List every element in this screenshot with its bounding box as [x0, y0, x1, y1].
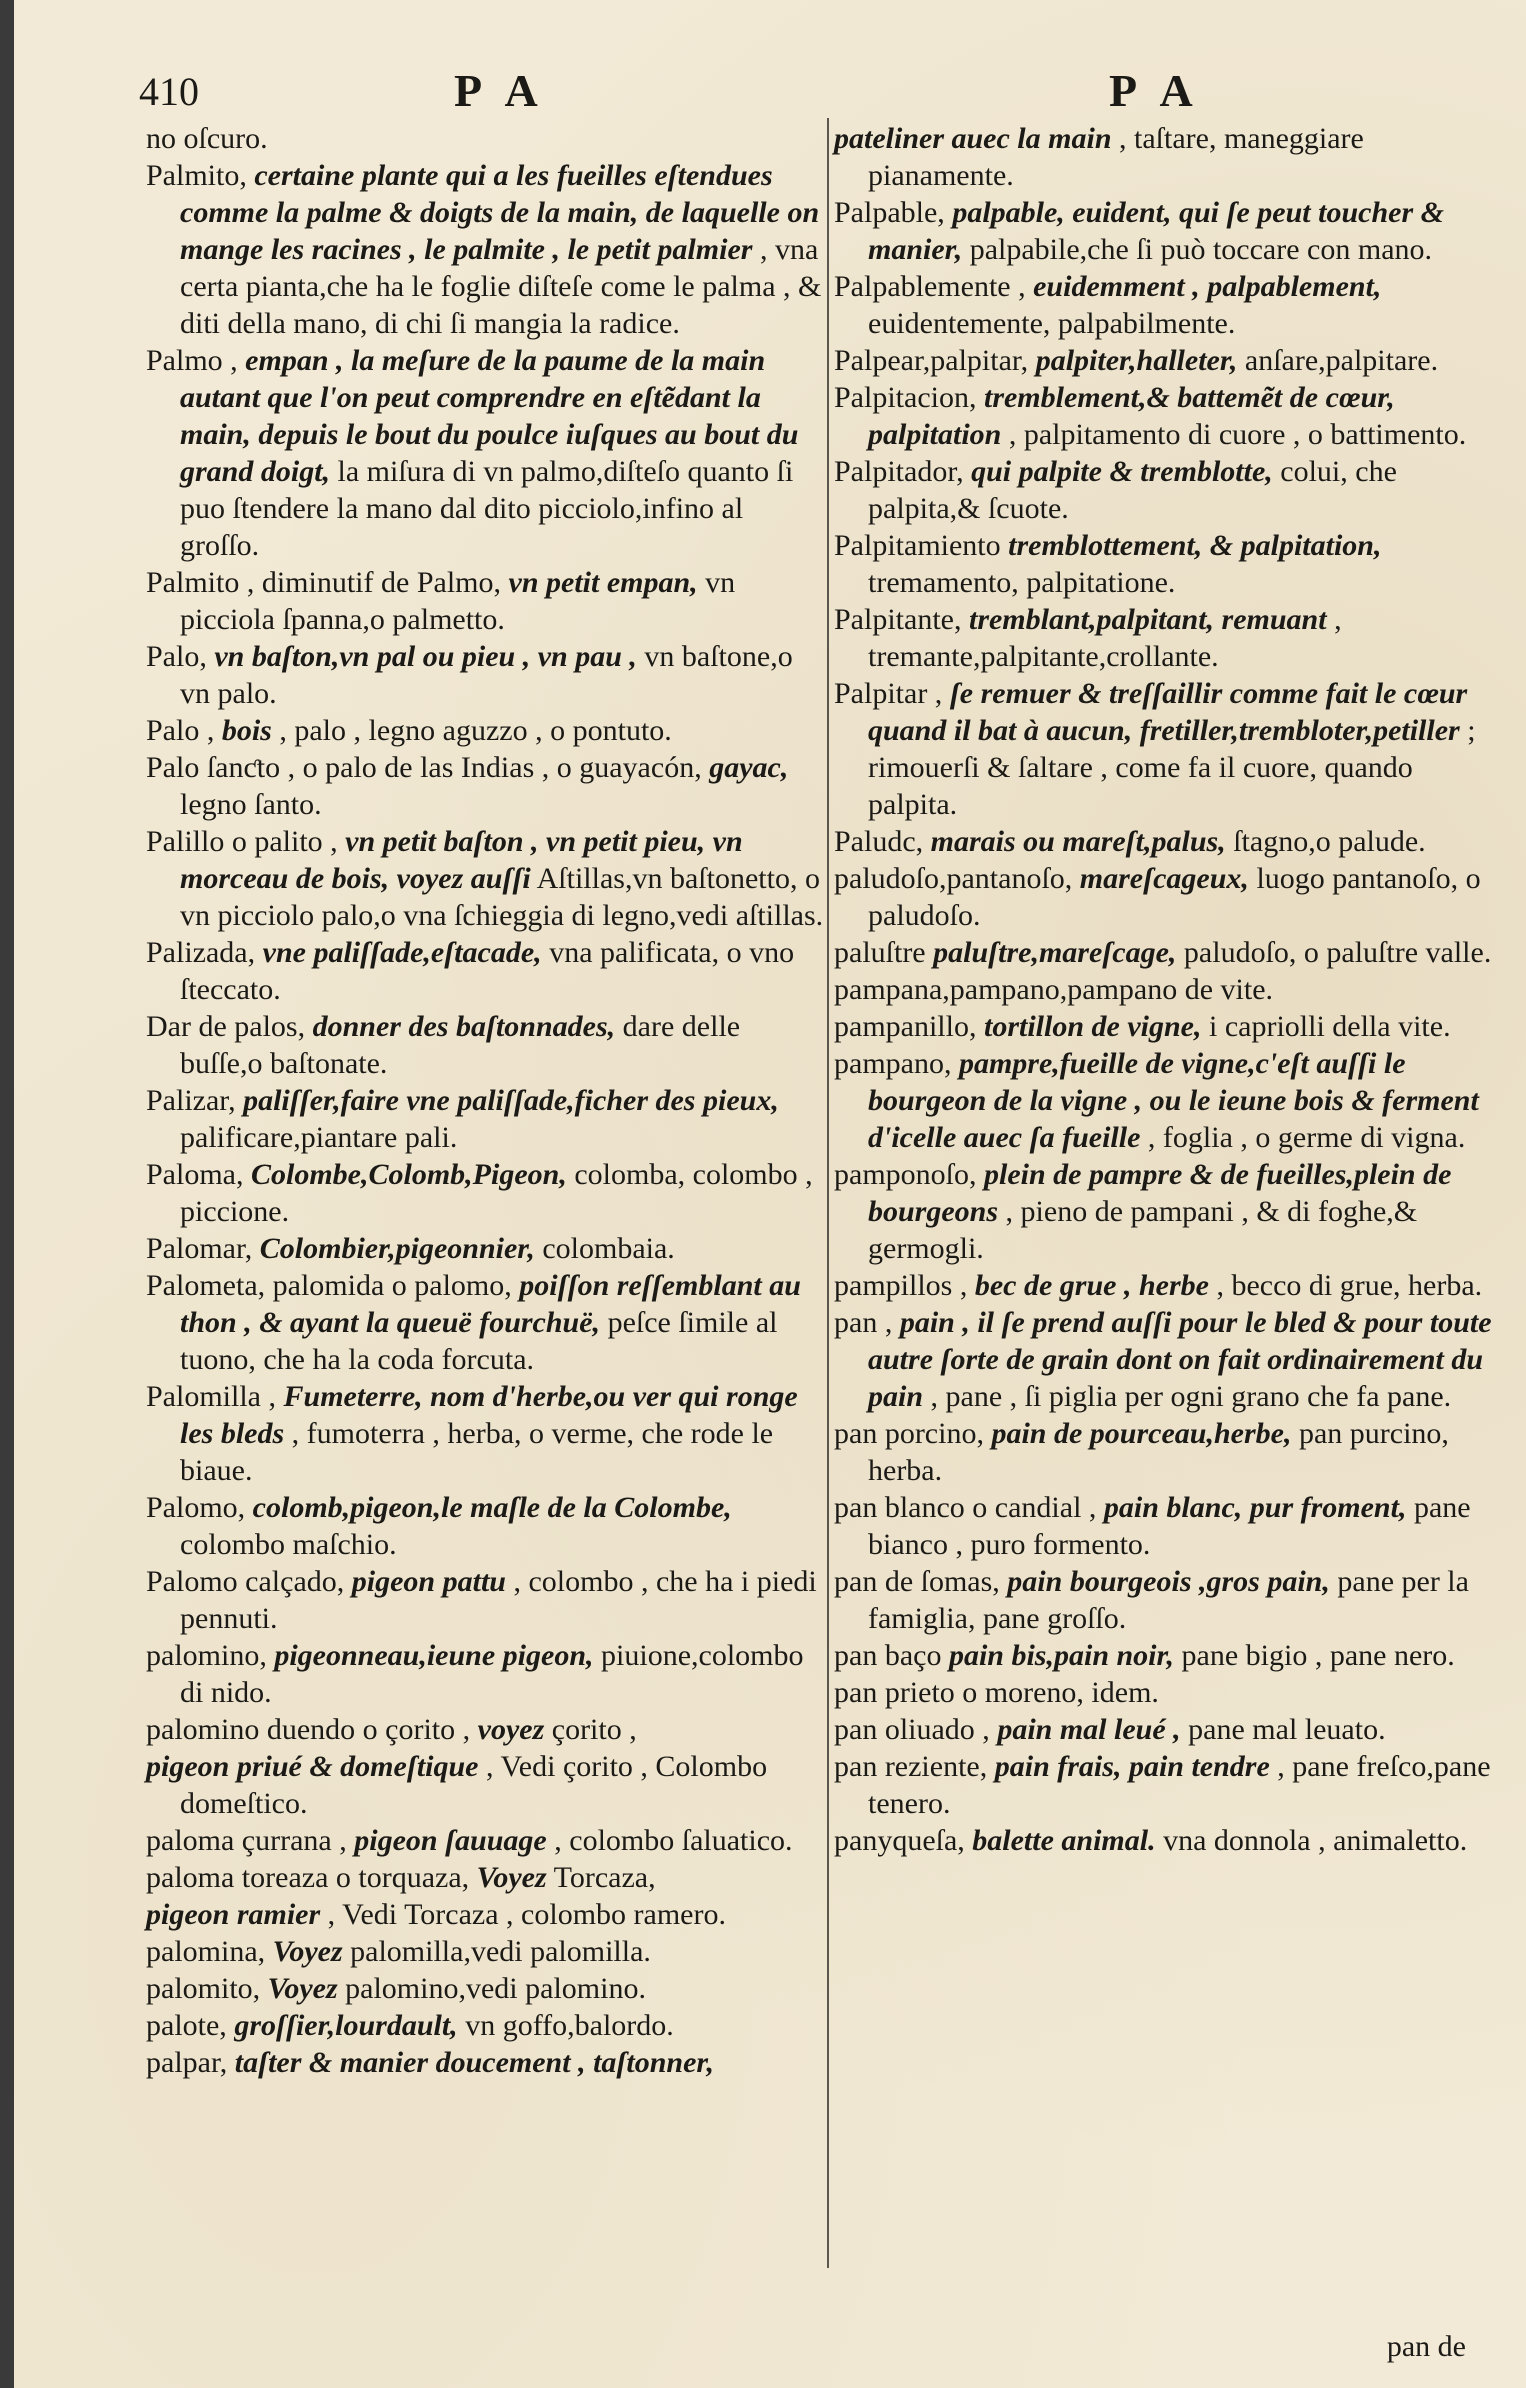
entry-french: tortillon de vigne,: [983, 1010, 1202, 1043]
entry-headword: palomina,: [146, 1935, 266, 1968]
entry-italian: Torcaza,: [553, 1861, 656, 1894]
dictionary-entry: [834, 1304, 1494, 1415]
entry-french: qui palpite & tremblotte,: [971, 455, 1273, 488]
entry-italian: paludoſo, o paluſtre valle.: [1183, 936, 1492, 969]
entry-italian: colui, che palpita,& ſcuote.: [868, 455, 1397, 525]
dictionary-entry: [146, 1896, 826, 1933]
entry-italian: pane mal leuato.: [1188, 1713, 1386, 1746]
entry-french: pateliner auec la main: [834, 122, 1112, 155]
entry-italian: euidentemente, palpabilmente.: [868, 307, 1236, 340]
dictionary-entry: [834, 1045, 1494, 1156]
entry-headword: Palillo o palito ,: [146, 825, 338, 858]
entry-italian: pan purcino, herba.: [868, 1417, 1449, 1487]
entry-french: bec de grue , herbe: [974, 1269, 1209, 1302]
entry-italian: vn baſtone,o vn palo.: [180, 640, 793, 710]
entry-italian: palomilla,vedi palomilla.: [350, 1935, 651, 1968]
dictionary-entry: [834, 268, 1494, 342]
entry-italian: vn goffo,balordo.: [465, 2009, 674, 2042]
entry-headword: pampano,: [834, 1047, 952, 1080]
entry-french: Voyez: [267, 1972, 338, 2005]
entry-headword: Dar de palos,: [146, 1010, 306, 1043]
entry-french: pain blanc, pur froment,: [1103, 1491, 1407, 1524]
dictionary-entry: [146, 1563, 826, 1637]
entry-french: pigeon priué & domeſtique: [146, 1750, 479, 1783]
entry-headword: paloma toreaza o torquaza,: [146, 1861, 470, 1894]
entry-italian: colombaia.: [542, 1232, 675, 1265]
entry-headword: Palpear,palpitar,: [834, 344, 1029, 377]
entry-french: vn baſton,vn pal ou pieu , vn pau ,: [214, 640, 637, 673]
entry-french: pigeon ſauuage: [354, 1824, 547, 1857]
entry-headword: pan prieto o moreno, idem.: [834, 1676, 1159, 1709]
page-number: 410: [139, 69, 199, 114]
entry-headword: Palo ſanƈto , o palo de las Indias , o guayacón,: [146, 751, 702, 784]
entry-headword: pan reziente,: [834, 1750, 988, 1783]
dictionary-entry: [146, 1748, 826, 1822]
entry-italian: , palpitamento di cuore , o battimento.: [1008, 418, 1467, 451]
entry-italian: , palo , legno aguzzo , o pontuto.: [279, 714, 672, 747]
entry-french: vne paliſſade,eſtacade,: [262, 936, 542, 969]
entry-headword: pan blanco o candial ,: [834, 1491, 1097, 1524]
entry-italian: , colombo ſaluatico.: [554, 1824, 793, 1857]
dictionary-entry: [146, 1933, 826, 1970]
entry-italian: colombo maſchio.: [180, 1528, 397, 1561]
entry-italian: anſare,palpitare.: [1244, 344, 1439, 377]
entry-headword: pan baço: [834, 1639, 942, 1672]
entry-headword: Palomo,: [146, 1491, 246, 1524]
entry-french: Voyez: [476, 1861, 547, 1894]
dictionary-entry: [834, 823, 1494, 860]
entry-french: palpiter,halleter,: [1035, 344, 1238, 377]
entry-french: pain de pourceau,herbe,: [991, 1417, 1292, 1450]
running-head-left: P A: [454, 65, 546, 116]
entry-french: voyez: [477, 1713, 545, 1746]
entry-french: certaine plante qui a les fueilles eſtendues comme la palme & doigts de la main, de laquelle on mange les racines , le palmite , le petit palmier: [180, 159, 820, 266]
dictionary-entry: [146, 2044, 826, 2081]
entry-headword: pan porcino,: [834, 1417, 984, 1450]
entry-italian: vna palificata, o vno ſteccato.: [180, 936, 795, 1006]
entry-headword: Palomar,: [146, 1232, 253, 1265]
dictionary-entry: [146, 1489, 826, 1563]
entry-headword: Palmo ,: [146, 344, 238, 377]
entry-french: Voyez: [272, 1935, 343, 1968]
entry-italian: , pieno de pampani , & di foghe,& germogli.: [868, 1195, 1418, 1265]
entry-french: empan , la meſure de la paume de la main autant que l'on peut comprendre en eſtẽdant la main, depuis le bout du poulce iuſques au bout du grand doigt,: [180, 344, 799, 488]
entry-italian: la miſura di vn palmo,diſteſo quanto ſi puo ſtendere la mano dal dito picciolo,infino al groſſo.: [180, 455, 794, 562]
entry-french: tremblant,palpitant, remuant: [968, 603, 1327, 636]
dictionary-entry: [834, 1637, 1494, 1674]
dictionary-entry: [834, 527, 1494, 601]
entry-french: marais ou mareſt,palus,: [930, 825, 1226, 858]
entry-italian: ; rimouerſi & ſaltare , come fa il cuore, quando palpita.: [868, 714, 1476, 821]
entry-headword: pan ,: [834, 1306, 893, 1339]
entry-french: pain frais, pain tendre: [994, 1750, 1270, 1783]
entry-french: Colombe,Colomb,Pigeon,: [251, 1158, 567, 1191]
entry-italian: pane bianco , puro formento.: [868, 1491, 1471, 1561]
entry-headword: palomito,: [146, 1972, 261, 2005]
dictionary-entry: [834, 1822, 1494, 1859]
dictionary-page: [14, 0, 1526, 2388]
dictionary-entry: [146, 1082, 826, 1156]
entry-french: pain bourgeois ,gros pain,: [1007, 1565, 1330, 1598]
entry-italian: piuione,colombo di nido.: [180, 1639, 804, 1709]
entry-italian: palificare,piantare pali.: [180, 1121, 458, 1154]
entry-italian: , Vedi Torcaza , colombo ramero.: [327, 1898, 726, 1931]
entry-italian: palpabile,che ſi può toccare con mano.: [969, 233, 1433, 266]
entry-headword: Paloma,: [146, 1158, 244, 1191]
entry-headword: Palpitamiento: [834, 529, 1001, 562]
entry-headword: palpar,: [146, 2046, 228, 2079]
entry-headword: Paludc,: [834, 825, 924, 858]
entry-french: bois: [221, 714, 272, 747]
entry-italian: vn picciola ſpanna,o palmetto.: [180, 566, 736, 636]
entry-italian: , becco di grue, herba.: [1216, 1269, 1483, 1302]
dictionary-entry: [834, 1008, 1494, 1045]
entry-headword: paludoſo,pantanoſo,: [834, 862, 1073, 895]
entry-headword: palomino duendo o çorito ,: [146, 1713, 471, 1746]
dictionary-entry: [146, 157, 826, 342]
dictionary-entry: [834, 342, 1494, 379]
entry-french: pain , il ſe prend auſſi pour le bled & pour toute autre ſorte de grain dont on fait ordinairement du pain: [868, 1306, 1492, 1413]
entry-headword: pampanillo,: [834, 1010, 977, 1043]
entry-headword: panyqueſa,: [834, 1824, 965, 1857]
dictionary-entry: [834, 1674, 1494, 1711]
entry-french: pigeon pattu: [351, 1565, 506, 1598]
entry-french: gayac,: [709, 751, 789, 784]
entry-headword: Palomo calçado,: [146, 1565, 345, 1598]
entry-french: pigeonneau,ieune pigeon,: [274, 1639, 594, 1672]
entry-headword: pamponoſo,: [834, 1158, 977, 1191]
dictionary-entry: [834, 194, 1494, 268]
entry-headword: palote,: [146, 2009, 227, 2042]
entry-french: mareſcageux,: [1079, 862, 1249, 895]
dictionary-entry: [146, 1859, 826, 1896]
left-column: [146, 120, 826, 2081]
entry-headword: Palomilla ,: [146, 1380, 276, 1413]
entry-headword: Palizar,: [146, 1084, 236, 1117]
entry-french: taſter & manier doucement , taſtonner,: [234, 2046, 714, 2079]
dictionary-entry: [146, 712, 826, 749]
dictionary-entry: [834, 675, 1494, 823]
entry-french: Fumeterre, nom d'herbe,ou ver qui ronge les bleds: [180, 1380, 798, 1450]
dictionary-entry: [146, 1378, 826, 1489]
entry-italian: , vna certa pianta,che ha le foglie diſteſe come le palma , & diti della mano, di chi ſi mangia la radice.: [180, 233, 822, 340]
dictionary-entry: [146, 564, 826, 638]
entry-french: balette animal.: [972, 1824, 1156, 1857]
entry-headword: Palpablemente ,: [834, 270, 1026, 303]
entry-headword: pan oliuado ,: [834, 1713, 990, 1746]
dictionary-entry: [146, 1822, 826, 1859]
entry-italian: , pane , ſi piglia per ogni grano che fa pane.: [930, 1380, 1452, 1413]
entry-italian: pane bigio , pane nero.: [1181, 1639, 1455, 1672]
entry-italian: , foglia , o germe di vigna.: [1147, 1121, 1466, 1154]
dictionary-entry: [146, 1711, 826, 1748]
entry-french: vn petit empan,: [508, 566, 698, 599]
entry-italian: , colombo , che ha i piedi pennuti.: [180, 1565, 817, 1635]
entry-italian: çorito ,: [551, 1713, 637, 1746]
dictionary-entry: [834, 1415, 1494, 1489]
dictionary-entry: [146, 342, 826, 564]
entry-french: euidemment , palpablement,: [1033, 270, 1382, 303]
entry-headword: Palizada,: [146, 936, 256, 969]
entry-headword: pan de ſomas,: [834, 1565, 1000, 1598]
entry-headword: Palpitador,: [834, 455, 964, 488]
running-head-right: P A: [1109, 65, 1201, 116]
entry-french: poiſſon reſſemblant au thon , & ayant la queuë fourchuë,: [180, 1269, 801, 1339]
dictionary-entry: [146, 1970, 826, 2007]
entry-french: tremblottement, & palpitation,: [1008, 529, 1382, 562]
dictionary-entry: [834, 453, 1494, 527]
entry-italian: , fumoterra , herba, o verme, che rode le biaue.: [180, 1417, 774, 1487]
entry-french: pigeon ramier: [146, 1898, 321, 1931]
dictionary-entry: [146, 2007, 826, 2044]
dictionary-entry: [834, 971, 1494, 1008]
entry-headword: palomino,: [146, 1639, 267, 1672]
dictionary-entry: [834, 601, 1494, 675]
dictionary-entry: [834, 1563, 1494, 1637]
entry-french: Colombier,pigeonnier,: [259, 1232, 535, 1265]
dictionary-entry: [834, 1748, 1494, 1822]
catchword: pan de: [1386, 2330, 1466, 2363]
entry-italian: peſce ſimile al tuono, che ha la coda forcuta.: [180, 1306, 778, 1376]
dictionary-entry: [146, 1008, 826, 1082]
entry-french: colomb,pigeon,le maſle de la Colombe,: [252, 1491, 732, 1524]
dictionary-entry: [146, 1637, 826, 1711]
entry-headword: pampillos ,: [834, 1269, 968, 1302]
entry-headword: paloma çurrana ,: [146, 1824, 347, 1857]
dictionary-entry: [834, 120, 1494, 194]
right-column: [834, 120, 1494, 1859]
entry-headword: Palo,: [146, 640, 207, 673]
entry-italian: , Vedi çorito , Colombo domeſtico.: [180, 1750, 768, 1820]
dictionary-entry: [146, 1156, 826, 1230]
dictionary-entry: [834, 1711, 1494, 1748]
entry-french: ſe remuer & treſſaillir comme fait le cœur quand il bat à aucun, fretiller,trembloter,petiller: [868, 677, 1468, 747]
dictionary-entry: [146, 1267, 826, 1378]
dictionary-entry: [834, 934, 1494, 971]
dictionary-entry: [146, 1230, 826, 1267]
dictionary-entry: [146, 120, 826, 157]
entry-headword: Palo ,: [146, 714, 215, 747]
entry-italian: vna donnola , animaletto.: [1163, 1824, 1468, 1857]
entry-headword: pampana,pampano,pampano de vite.: [834, 973, 1274, 1006]
dictionary-entry: [834, 860, 1494, 934]
entry-italian: , tremante,palpitante,crollante.: [868, 603, 1342, 673]
entry-french: vn petit baſton , vn petit pieu, vn morceau de bois, voyez auſſi: [180, 825, 743, 895]
entry-headword: Palmito,: [146, 159, 247, 192]
entry-french: palpable, euident, qui ſe peut toucher & manier,: [868, 196, 1444, 266]
entry-french: tremblement,& battemẽt de cœur, palpitation: [868, 381, 1395, 451]
entry-italian: , taſtare, maneggiare pianamente.: [868, 122, 1364, 192]
entry-italian: ſtagno,o palude.: [1233, 825, 1426, 858]
entry-italian: tremamento, palpitatione.: [868, 566, 1176, 599]
entry-headword: paluſtre: [834, 936, 926, 969]
entry-french: groſſier,lourdault,: [234, 2009, 458, 2042]
entry-headword: Palpitacion,: [834, 381, 977, 414]
dictionary-entry: [146, 638, 826, 712]
entry-headword: Palmito , diminutif de Palmo,: [146, 566, 501, 599]
entry-headword: no oſcuro.: [146, 122, 268, 155]
dictionary-entry: [834, 1156, 1494, 1267]
entry-italian: Aſtillas,vn baſtonetto, o vn picciolo palo,o vna ſchieggia di legno,vedi aſtillas.: [180, 862, 824, 932]
dictionary-entry: [146, 823, 826, 934]
entry-french: donner des baſtonnades,: [312, 1010, 616, 1043]
dictionary-entry: [834, 1267, 1494, 1304]
entry-italian: i capriolli della vite.: [1208, 1010, 1451, 1043]
column-divider: [827, 118, 829, 2268]
dictionary-entry: [146, 749, 826, 823]
entry-italian: , pane freſco,pane tenero.: [868, 1750, 1491, 1820]
dictionary-entry: [834, 1489, 1494, 1563]
entry-italian: pane per la famiglia, pane groſſo.: [868, 1565, 1469, 1635]
entry-french: paliſſer,faire vne paliſſade,ficher des pieux,: [243, 1084, 779, 1117]
entry-headword: Palpable,: [834, 196, 945, 229]
entry-french: pampre,fueille de vigne,c'eſt auſſi le bourgeon de la vigne , ou le ieune bois & ferment d'icelle auec ſa fueille: [868, 1047, 1479, 1154]
entry-headword: Palometa, palomida o palomo,: [146, 1269, 512, 1302]
entry-italian: legno ſanto.: [180, 788, 322, 821]
entry-italian: dare delle buſſe,o baſtonate.: [180, 1010, 741, 1080]
entry-french: plein de pampre & de fueilles,plein de bourgeons: [868, 1158, 1452, 1228]
entry-french: paluſtre,mareſcage,: [933, 936, 1177, 969]
entry-headword: Palpitar ,: [834, 677, 943, 710]
entry-italian: colomba, colombo , piccione.: [180, 1158, 813, 1228]
entry-headword: Palpitante,: [834, 603, 962, 636]
entry-italian: luogo pantanoſo, o paludoſo.: [868, 862, 1481, 932]
dictionary-entry: [834, 379, 1494, 453]
entry-french: pain mal leué ,: [997, 1713, 1181, 1746]
entry-french: pain bis,pain noir,: [948, 1639, 1175, 1672]
dictionary-entry: [146, 934, 826, 1008]
entry-italian: palomino,vedi palomino.: [345, 1972, 646, 2005]
